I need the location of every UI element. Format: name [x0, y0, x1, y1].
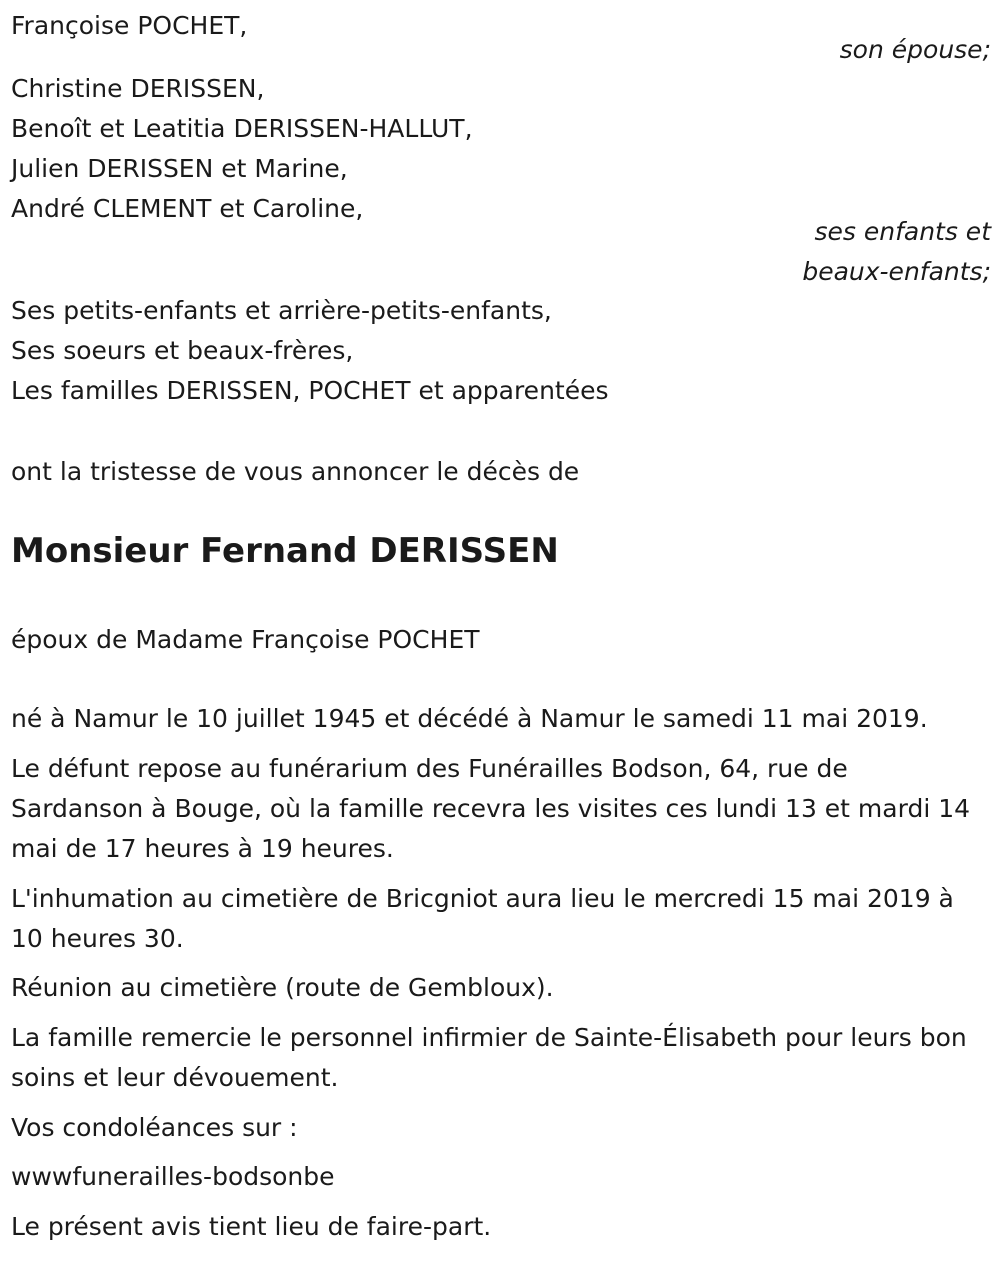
- child-line: Christine DERISSEN,: [11, 74, 265, 103]
- notice: Le présent avis tient lieu de faire-part.: [11, 1212, 492, 1241]
- spouse-of: époux de Madame Françoise POCHET: [11, 625, 480, 654]
- child-line: Benoît et Leatitia DERISSEN-HALLUT,: [11, 114, 473, 143]
- meeting-info: Réunion au cimetière (route de Gembloux).: [11, 973, 554, 1002]
- family-line: Ses soeurs et beaux-frères,: [11, 336, 354, 365]
- children-role-2: beaux-enfants;: [802, 257, 991, 286]
- children-role: ses enfants et: [814, 217, 991, 246]
- child-line: André CLEMENT et Caroline,: [11, 194, 364, 223]
- condolences-label: Vos condoléances sur :: [11, 1113, 298, 1142]
- website: wwwfunerailles-bodsonbe: [11, 1162, 335, 1191]
- thanks: La famille remercie le personnel infirmier de Sainte-Élisabeth pour leurs bon soins et leur dévouement.: [11, 1023, 967, 1092]
- deceased-name: Monsieur Fernand DERISSEN: [11, 531, 559, 571]
- family-line: Les familles DERISSEN, POCHET et apparentées: [11, 376, 609, 405]
- spouse-role: son épouse;: [839, 35, 991, 64]
- birth-death: né à Namur le 10 juillet 1945 et décédé à Namur le samedi 11 mai 2019.: [11, 704, 928, 733]
- announcement: ont la tristesse de vous annoncer le décès de: [11, 457, 580, 486]
- spouse-name: Françoise POCHET,: [11, 11, 248, 40]
- family-line: Ses petits-enfants et arrière-petits-enfants,: [11, 296, 552, 325]
- child-line: Julien DERISSEN et Marine,: [11, 154, 348, 183]
- viewing-info: Le défunt repose au funérarium des Funérailles Bodson, 64, rue de Sardanson à Bouge, où la famille recevra les visites ces lundi 13 et mardi 14 mai de 17 heures à 19 heures.: [11, 754, 971, 863]
- burial-info: L'inhumation au cimetière de Bricgniot aura lieu le mercredi 15 mai 2019 à 10 heures 30.: [11, 884, 954, 953]
